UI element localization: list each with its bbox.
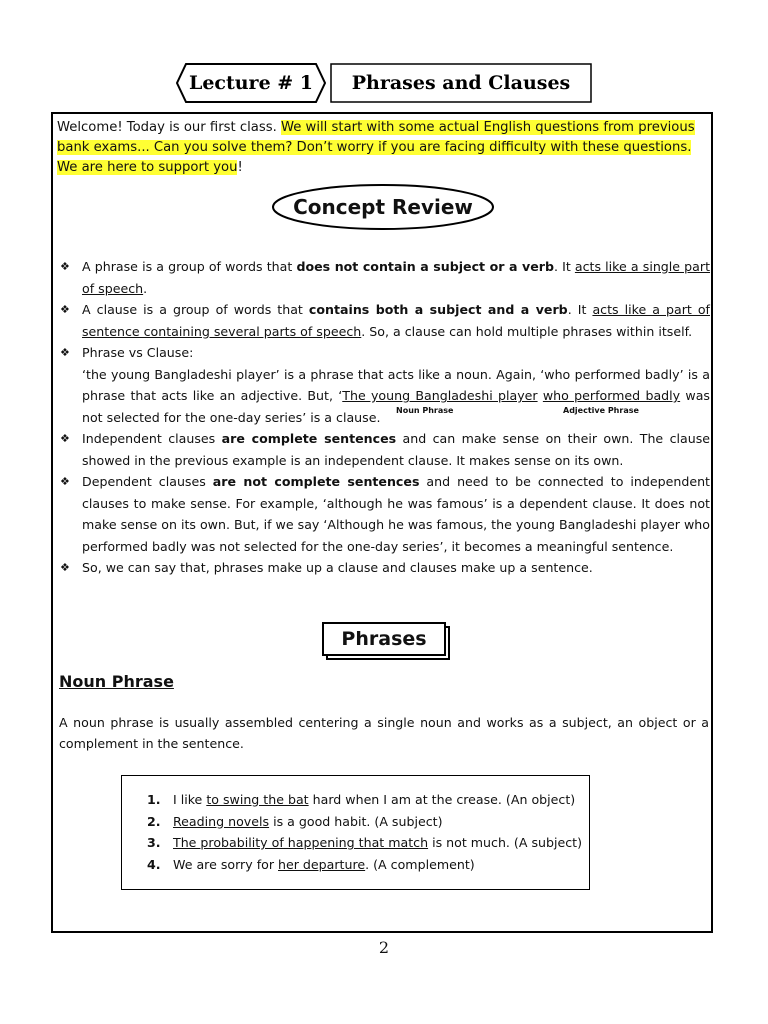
list-item: ❖ A clause is a group of words that contains both a subject and a verb. It acts like a part of sentence containing several parts of speech. So, a clause can hold multiple phrases within itself. bbox=[60, 299, 710, 342]
noun-phrase-label: Noun Phrase bbox=[396, 406, 454, 415]
phrases-heading: Phrases bbox=[322, 622, 446, 656]
list-item: 4. We are sorry for her departure. (A complement) bbox=[147, 856, 475, 872]
title-box bbox=[330, 63, 592, 103]
lecture-label-box bbox=[176, 63, 326, 103]
phrases-heading-box bbox=[322, 622, 450, 658]
diamond-bullet-icon: ❖ bbox=[60, 303, 70, 316]
diamond-bullet-icon: ❖ bbox=[60, 432, 70, 445]
noun-phrase-text: A noun phrase is usually assembled centering a single noun and works as a subject, an object or a complement in the sentence. bbox=[59, 715, 709, 751]
concept-review-badge bbox=[271, 183, 495, 231]
diamond-bullet-icon: ❖ bbox=[60, 475, 70, 488]
noun-phrase-heading: Noun Phrase bbox=[59, 672, 174, 691]
list-item: ❖ Dependent clauses are not complete sentences and need to be connected to independent clauses to make sense. For example, ‘although he was famous’ is a dependent clause. It does not make sense on its own. But, if we say ‘Although he was famous, the young Bangladeshi player who performed badly was not selected for the one-day series’, it becomes a meaningful sentence. bbox=[60, 471, 710, 557]
page-number: 2 bbox=[378, 938, 390, 957]
list-item: ❖ Phrase vs Clause: ‘the young Bangladeshi player’ is a phrase that acts like a noun. Again, ‘who performed badly’ is a phrase that acts like an adjective. But, ‘The young Bangladeshi player who performed badly was not selected for the one-day series’ is a clause. bbox=[60, 342, 710, 428]
concept-bullets bbox=[60, 256, 710, 579]
list-item: ❖ So, we can say that, phrases make up a clause and clauses make up a sentence. bbox=[60, 557, 710, 579]
list-item: 1. I like to swing the bat hard when I am at the crease. (An object) bbox=[147, 792, 576, 807]
page-title: Phrases and Clauses bbox=[351, 72, 571, 94]
lecture-label: Lecture # 1 bbox=[188, 72, 314, 94]
diamond-bullet-icon: ❖ bbox=[60, 561, 70, 574]
adjective-phrase-label: Adjective Phrase bbox=[563, 406, 639, 415]
list-item: 2. Reading novels is a good habit. (A subject) bbox=[147, 813, 443, 829]
concept-review-label: Concept Review bbox=[293, 195, 473, 219]
list-item: ❖ Independent clauses are complete sentences and can make sense on their own. The clause showed in the previous example is an independent clause. It makes sense on its own. bbox=[60, 428, 710, 471]
intro-paragraph: Welcome! Today is our first class. We will start with some actual English questions from previous bank exams... Can you solve them? Don’t worry if you are facing difficulty with these questions. We are here to support you! bbox=[57, 120, 695, 175]
diamond-bullet-icon: ❖ bbox=[60, 346, 70, 359]
examples-list bbox=[147, 789, 582, 875]
diamond-bullet-icon: ❖ bbox=[60, 260, 70, 273]
list-item: ❖ A phrase is a group of words that does not contain a subject or a verb. It acts like a single part of speech. bbox=[60, 256, 710, 299]
intro-highlight: We will start with some actual English questions from previous bank exams... Can you solve them? Don’t worry if you are facing difficulty with these questions. We are here to support you bbox=[57, 120, 695, 175]
list-item: 3. The probability of happening that match is not much. (A subject) bbox=[147, 835, 583, 850]
